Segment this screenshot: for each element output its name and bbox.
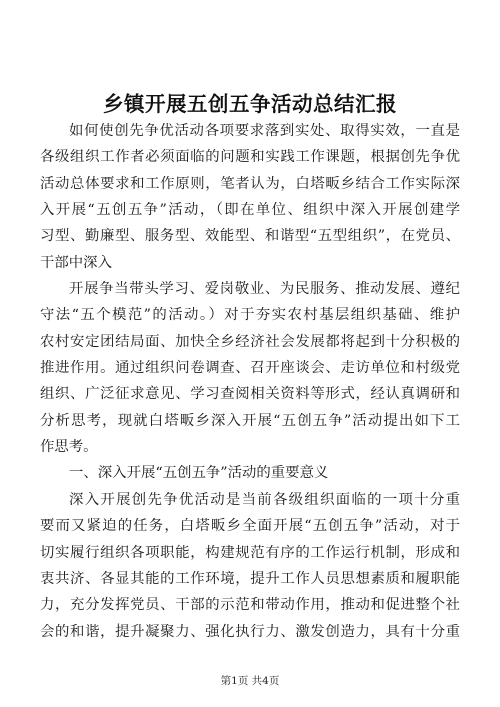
section-heading: 一、深入开展“五创五争”活动的重要意义 [69, 465, 329, 482]
paragraph-line: 入开展“五创五争”活动，（即在单位、组织中深入开展创建学 [40, 202, 460, 219]
paragraph-line: 习型、勤廉型、服务型、效能型、和谐型“五型组织”，在党员、 [40, 228, 460, 245]
paragraph-line: 作思考。 [40, 439, 98, 456]
paragraph-line: 开展争当带头学习、爱岗敬业、为民服务、推动发展、遵纪 [69, 281, 460, 298]
page-number: 第1页 共4页 [220, 675, 280, 687]
paragraph-line: 力，充分发挥党员、干部的示范和带动作用，推动和促进整个社 [40, 597, 460, 614]
paragraph-line: 各级组织工作者必须面临的问题和实践工作课题，根据创先争优 [40, 149, 460, 166]
paragraph-line: 分析思考，现就白塔畈乡深入开展“五创五争”活动提出如下工 [40, 412, 460, 429]
paragraph-line: 守法“五个模范”的活动。）对于夯实农村基层组织基础、维护 [40, 307, 460, 324]
paragraph-line: 切实履行组织各项职能，构建规范有序的工作运行机制，形成和 [40, 544, 460, 561]
paragraph-line: 要而又紧迫的任务，白塔畈乡全面开展“五创五争”活动，对于 [40, 518, 460, 535]
paragraph-line: 推进作用。通过组织问卷调查、召开座谈会、走访单位和村级党 [40, 360, 460, 377]
paragraph-line: 组织、广泛征求意见、学习查阅相关资料等形式，经认真调研和 [40, 386, 460, 403]
paragraph-line: 会的和谐，提升凝聚力、强化执行力、激发创造力，具有十分重 [40, 623, 460, 640]
document-body [40, 118, 460, 645]
paragraph-line: 深入开展创先争优活动是当前各级组织面临的一项十分重 [69, 491, 460, 508]
paragraph-line: 活动总体要求和工作原则，笔者认为，白塔畈乡结合工作实际深 [40, 175, 460, 192]
document-title: 乡镇开展五创五争活动总结汇报 [103, 92, 397, 116]
paragraph-line: 衷共济、各显其能的工作环境，提升工作人员思想素质和履职能 [40, 570, 460, 587]
paragraph-line: 如何使创先争优活动各项要求落到实处、取得实效，一直是 [69, 123, 460, 139]
paragraph-line: 农村安定团结局面、加快全乡经济社会发展都将起到十分积极的 [40, 333, 460, 350]
paragraph-line: 干部中深入 [40, 254, 112, 271]
